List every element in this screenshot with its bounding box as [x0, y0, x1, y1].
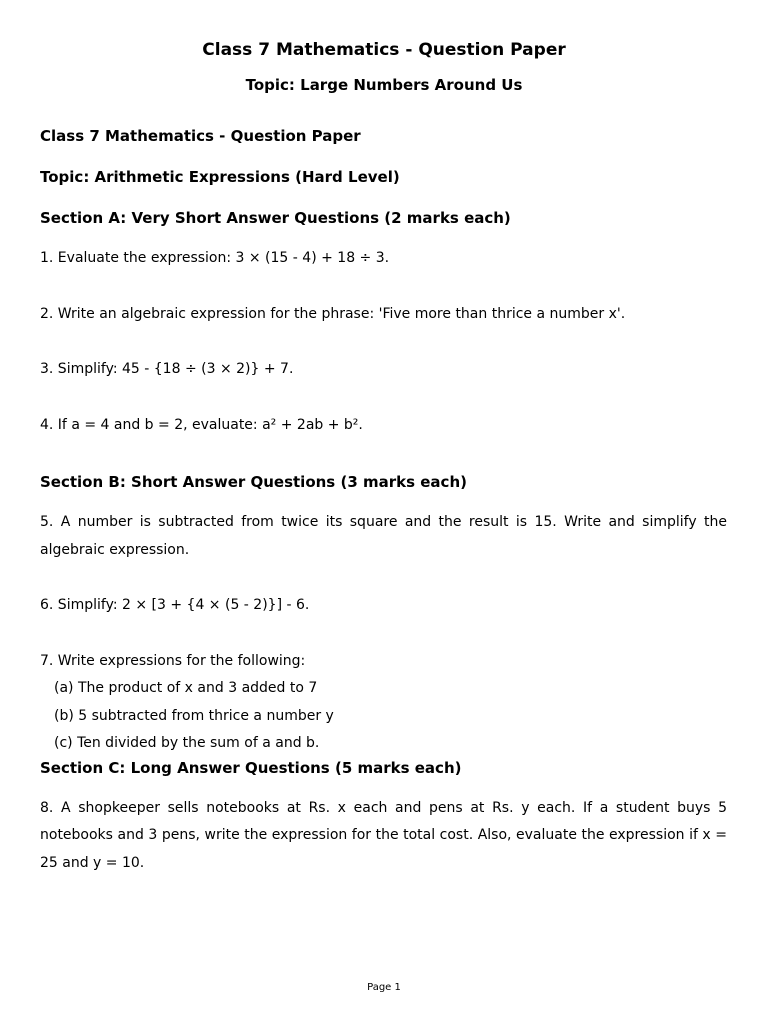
question-8: 8. A shopkeeper sells notebooks at Rs. x each and pens at Rs. y each. If a student buys 5 notebooks and 3 pens, write the expression for the total cost. Also, evaluate the expression if x = 25 and y = 10.: [40, 799, 727, 871]
question-6: 6. Simplify: 2 × [3 + {4 × (5 - 2)}] - 6.: [40, 597, 310, 613]
question-2: 2. Write an algebraic expression for the phrase: 'Five more than thrice a number x'.: [40, 305, 626, 322]
document-topic: Topic: Large Numbers Around Us: [245, 76, 523, 94]
question-3: 3. Simplify: 45 - {18 ÷ (3 × 2)} + 7.: [40, 361, 294, 377]
question-7: 7. Write expressions for the following:: [40, 652, 306, 669]
body-topic: Topic: Arithmetic Expressions (Hard Level): [40, 168, 400, 186]
question-5: 5. A number is subtracted from twice its square and the result is 15. Write and simplify the algebraic expression.: [40, 514, 727, 558]
section-a-heading: Section A: Very Short Answer Questions (2 marks each): [40, 209, 511, 227]
document-body: [40, 126, 727, 877]
section-b-heading: Section B: Short Answer Questions (3 marks each): [40, 473, 467, 491]
question-7-part-c: (c) Ten divided by the sum of a and b.: [54, 735, 320, 751]
page-number: Page 1: [367, 982, 401, 993]
document-title: Class 7 Mathematics - Question Paper: [202, 40, 566, 60]
question-7-part-a: (a) The product of x and 3 added to 7: [54, 680, 318, 696]
section-c-heading: Section C: Long Answer Questions (5 marks each): [40, 758, 462, 777]
body-title: Class 7 Mathematics - Question Paper: [40, 127, 361, 145]
question-1: 1. Evaluate the expression: 3 × (15 - 4) + 18 ÷ 3.: [40, 250, 390, 266]
question-7-part-b: (b) 5 subtracted from thrice a number y: [54, 707, 334, 724]
question-4: 4. If a = 4 and b = 2, evaluate: a² + 2ab + b².: [40, 416, 363, 433]
